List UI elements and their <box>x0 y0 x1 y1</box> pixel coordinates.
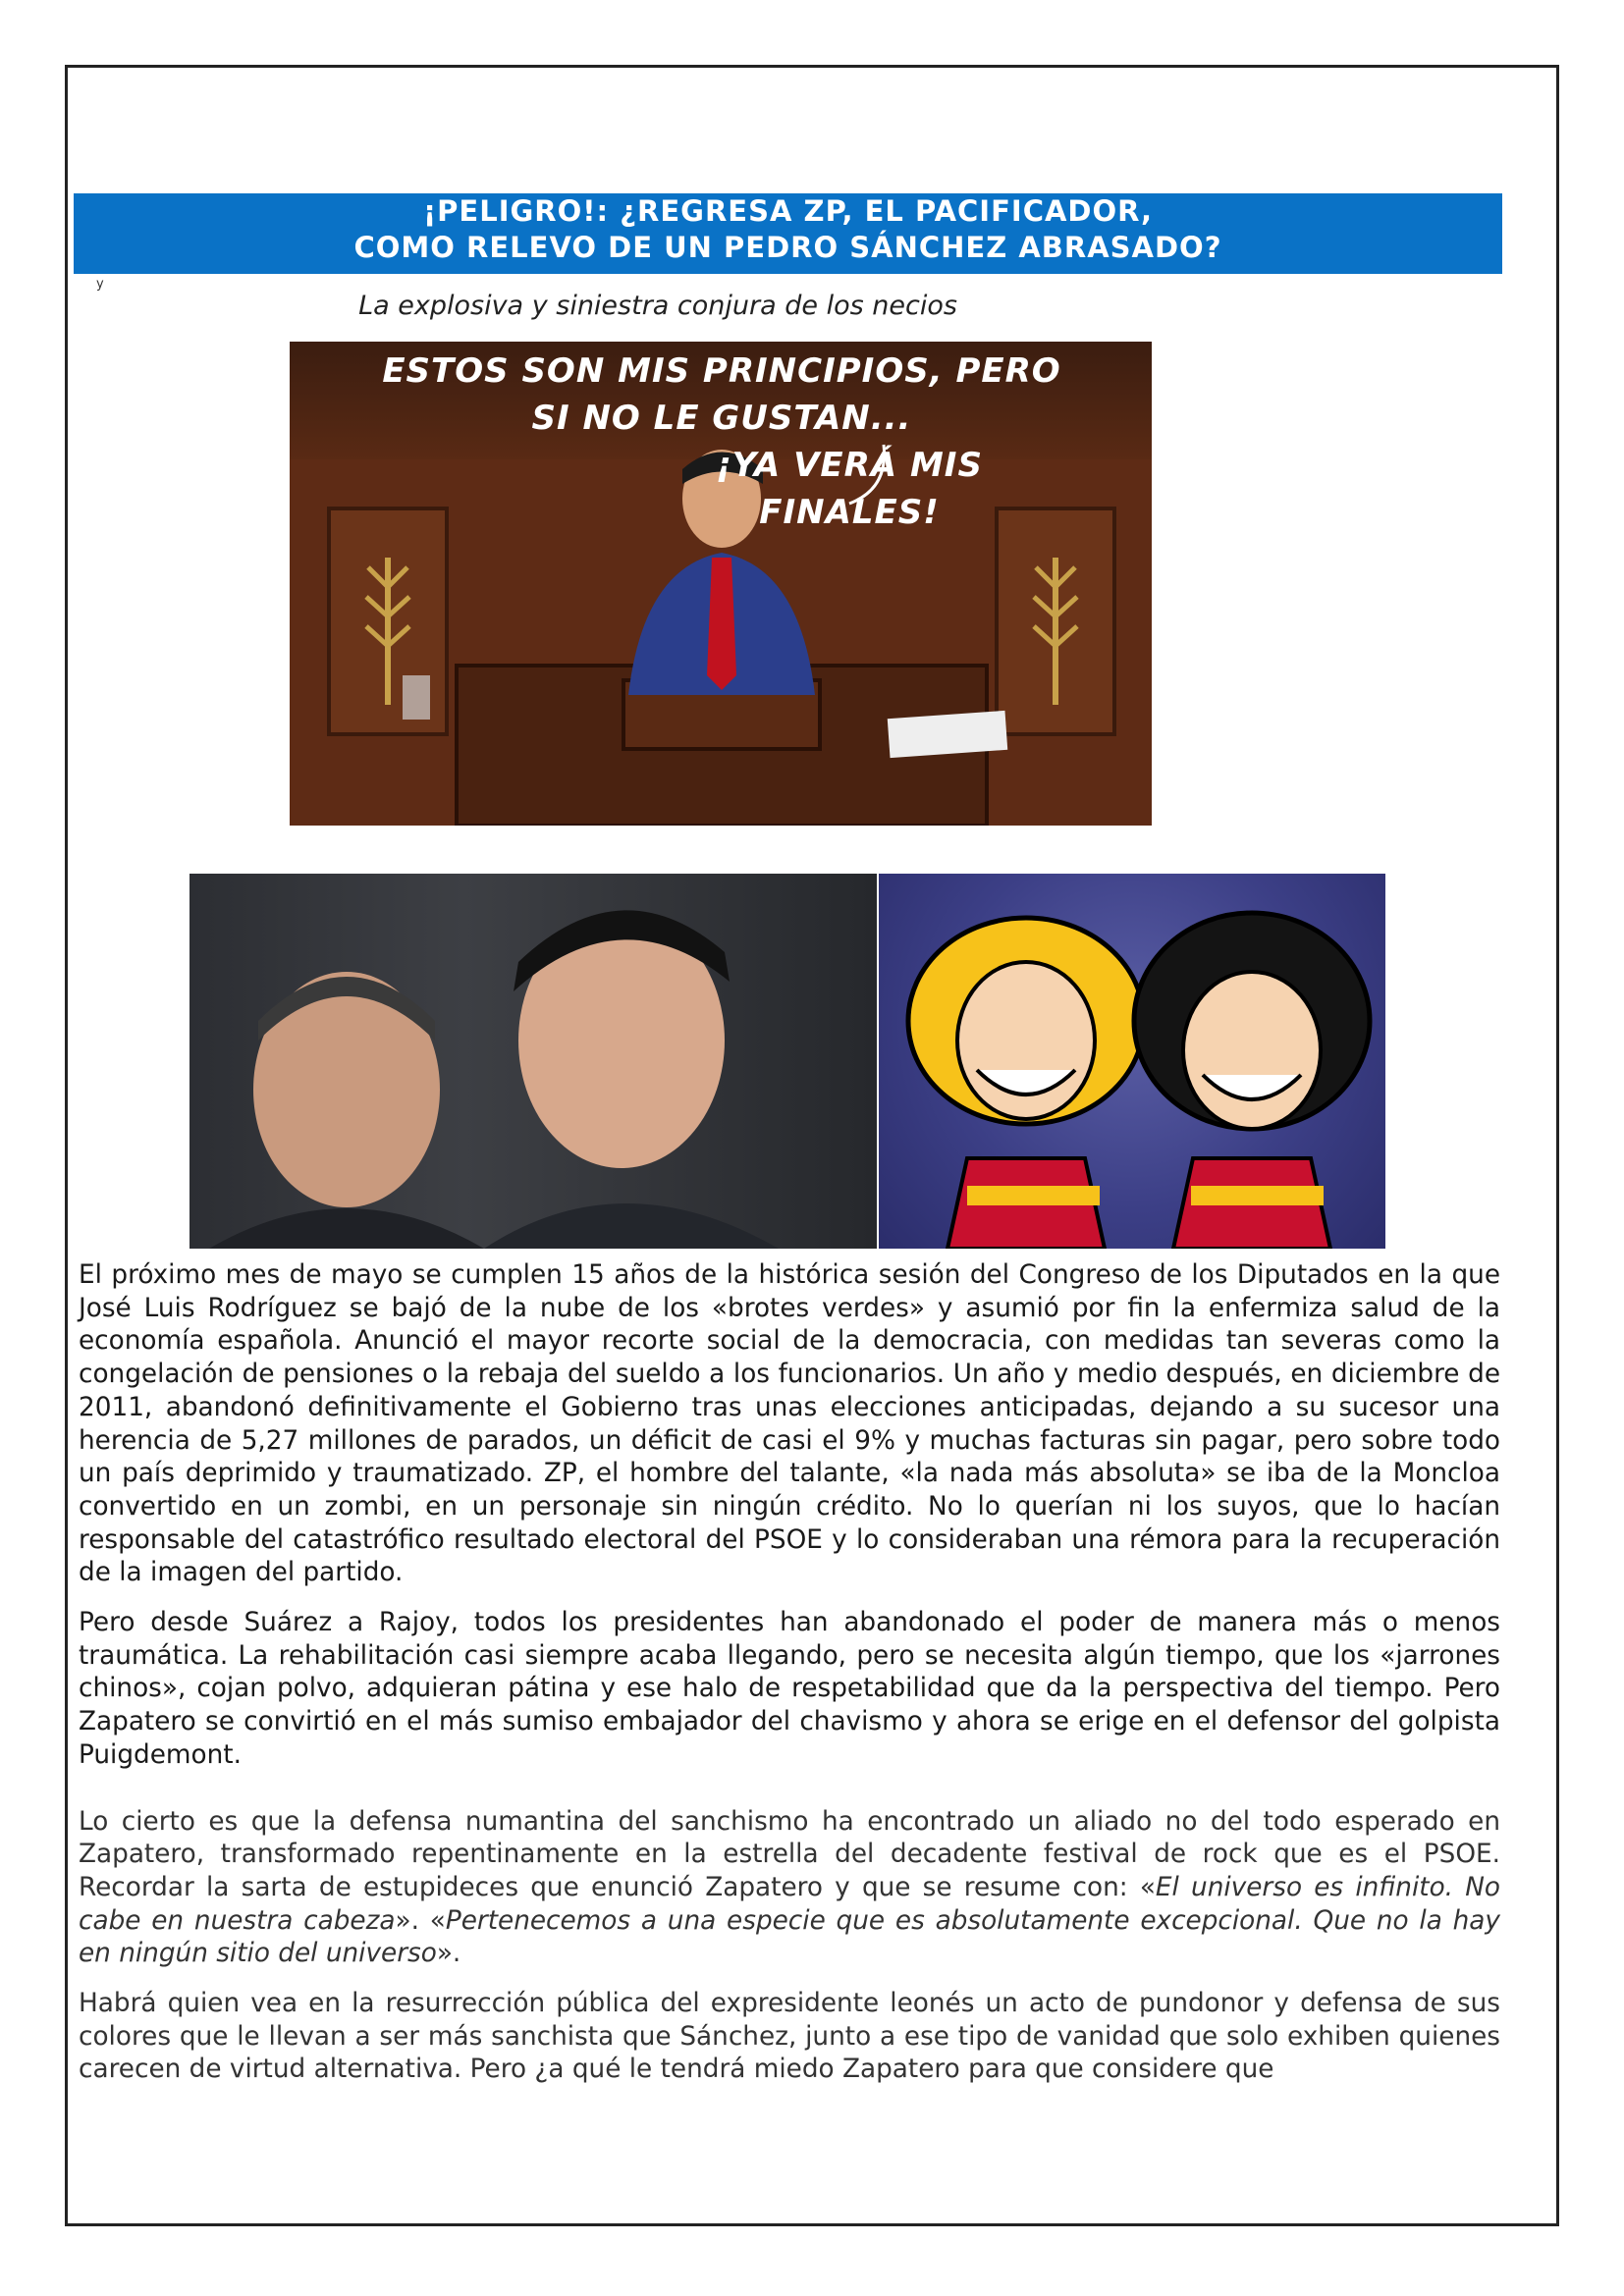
cartoon-speech-line-1: ESTOS SON MIS PRINCIPIOS, PERO SI NO LE GUSTAN... <box>382 351 1061 438</box>
article-body <box>79 1259 1500 2104</box>
cartoon-characters-image <box>879 874 1385 1249</box>
title-line-2: COMO RELEVO DE UN PEDRO SÁNCHEZ ABRASADO? <box>353 231 1222 264</box>
stray-mark: y <box>96 277 104 292</box>
article-paragraph-4: Habrá quien vea en la resurrección pública del expresidente leonés un acto de pundonor y defensa de sus colores que le llevan a ser más sanchista que Sánchez, junto a ese tipo de vanidad que solo exhiben quienes carecen de virtud alternativa. Pero ¿a qué le tendrá miedo Zapatero para que considere que <box>79 1989 1500 2085</box>
subtitle: La explosiva y siniestra conjura de los necios <box>358 291 957 321</box>
article-paragraph-1: El próximo mes de mayo se cumplen 15 años de la histórica sesión del Congreso de los Diputados en la que José Luis Rodríguez se bajó de la nube de los «brotes verdes» y asumió por fin la enfermiza salud de la economía española. Anunció el mayor recorte social de la democracia, con medidas tan severas como la congelación de pensiones o la rebaja del sueldo a los funcionarios. Un año y medio después, en diciembre de 2011, abandonó definitivamente el Gobierno tras unas elecciones anticipadas, dejando a su sucesor una herencia de 5,27 millones de parados, un déficit de casi el 9% y muchas facturas sin pagar, pero sobre todo un país deprimido y traumatizado. ZP, el hombre del talante, «la nada más absoluta» se iba de la Moncloa convertido en un zombi, en un personaje sin ningún crédito. No lo querían ni los suyos, que lo hacían responsable del catastrófico resultado electoral del PSOE y lo consideraban una rémora para la recuperación de la imagen del partido. <box>79 1260 1500 1588</box>
cartoon-speech-line-2: ¡YA VERÁ MIS FINALES! <box>716 446 983 532</box>
photo-collage <box>189 874 1385 1249</box>
cartoon-image <box>290 342 1152 826</box>
article-paragraph-3 <box>79 1806 1500 1972</box>
p3-quote-2: Pertenecemos a una especie que es absolutamente excepcional. Que no la hay en ningún sitio del universo <box>79 1905 1500 1969</box>
p3-quote-1: El universo es infinito. No cabe en nuestra cabeza <box>79 1872 1500 1936</box>
cartoon-speech-bubble <box>368 347 1075 536</box>
article-paragraph-2: Pero desde Suárez a Rajoy, todos los presidentes han abandonado el poder de manera más o menos traumática. La rehabilitación casi siempre acaba llegando, pero se necesita algún tiempo, que los «jarrones chinos», cojan polvo, adquieran pátina y ese halo de respetabilidad que da la perspectiva del tiempo. Pero Zapatero se convirtió en el más sumiso embajador del chavismo y ahora se erige en el defensor del golpista Puigdemont. <box>79 1608 1500 1770</box>
p3-lead: Lo cierto es que la defensa numantina del sanchismo ha encontrado un aliado no del todo esperado en Zapatero, transformado repentinamente en la estrella del decadente festival de rock que es el PSOE. Recordar la sarta de estupideces que enunció Zapatero y que se resume con: « <box>79 1806 1500 1902</box>
p3-end: ». <box>436 1939 461 1969</box>
title-banner <box>74 193 1502 274</box>
title-line-1: ¡PELIGRO!: ¿REGRESA ZP, EL PACIFICADOR, <box>422 194 1154 228</box>
politicians-photo <box>189 874 877 1249</box>
cartoon-characters-drawing <box>879 874 1385 1249</box>
p3-mid: ». « <box>395 1905 446 1936</box>
politicians-photo-drawing <box>189 874 877 1249</box>
